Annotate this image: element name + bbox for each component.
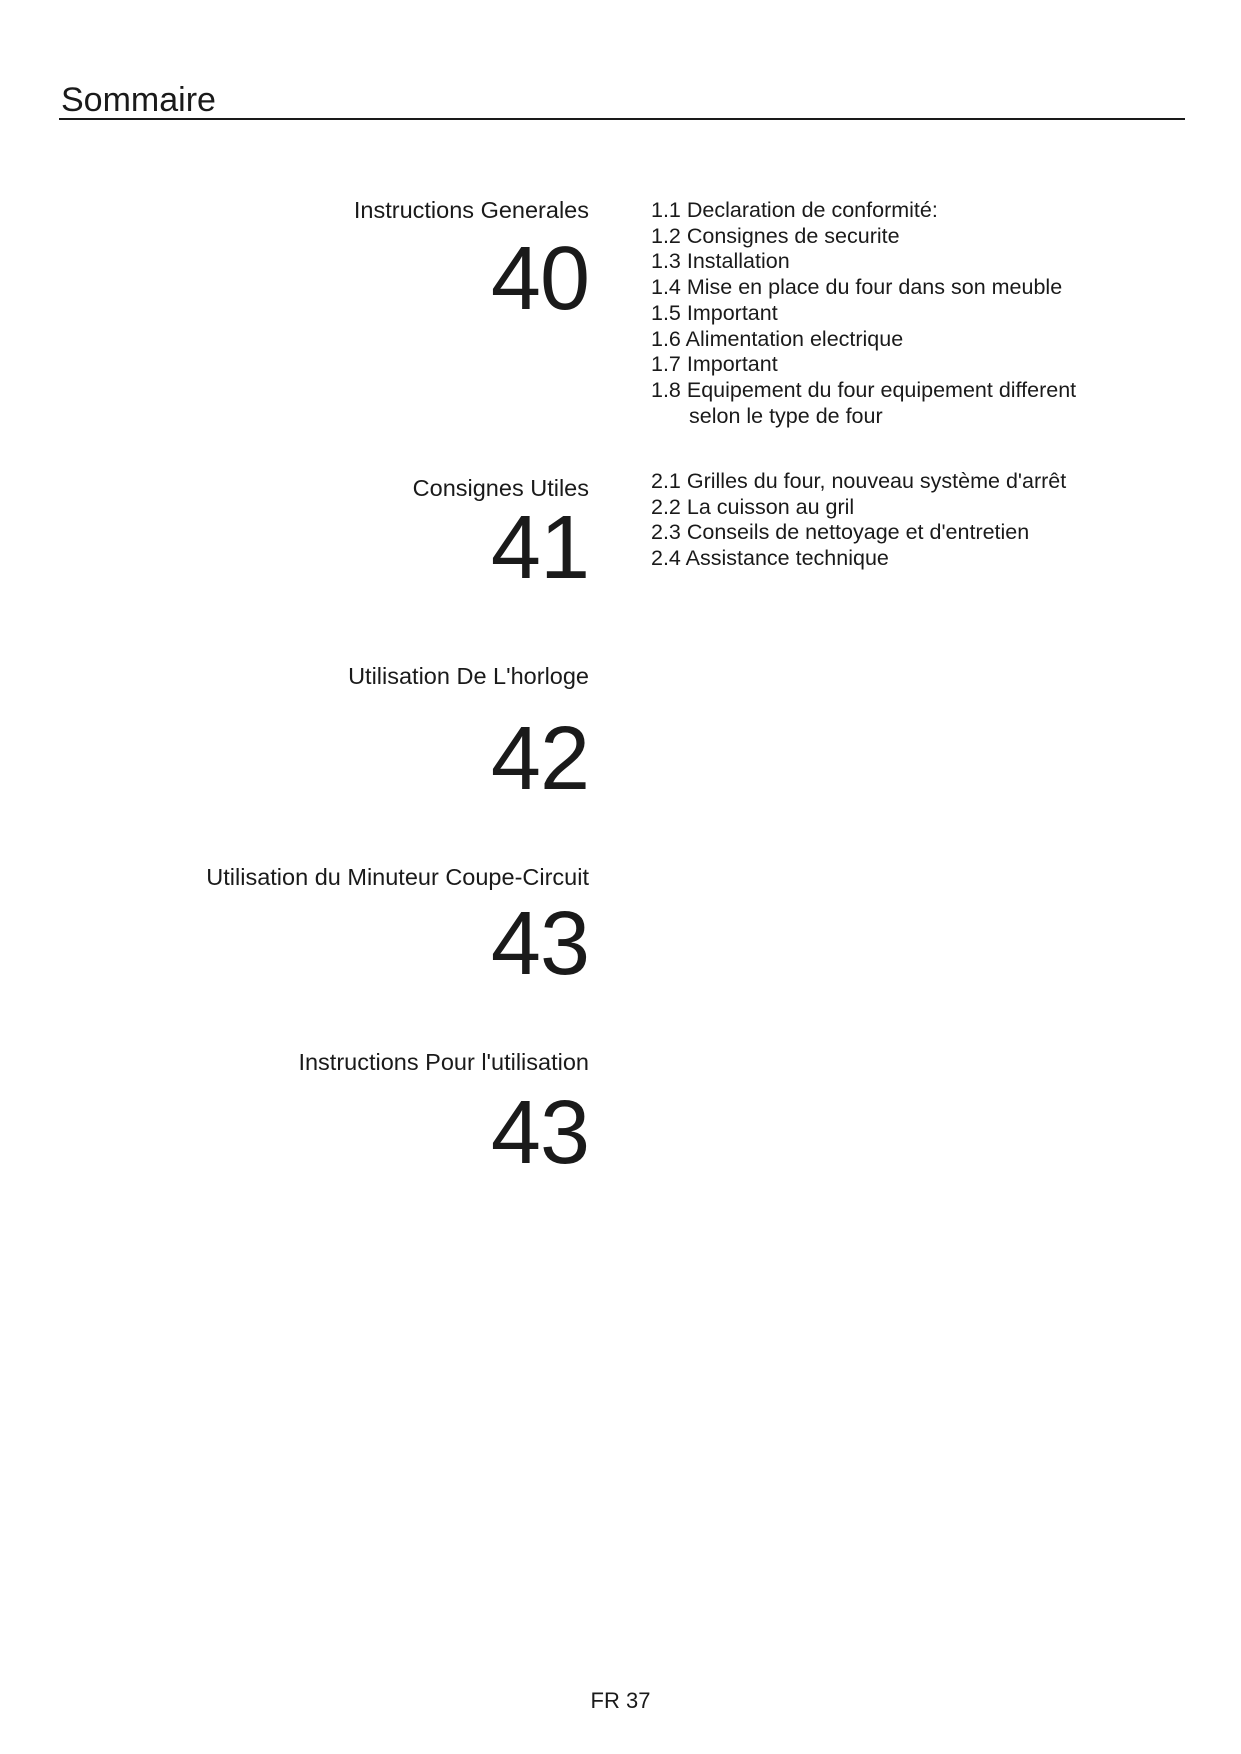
- page-title: Sommaire: [61, 81, 216, 119]
- subsection-list: [651, 198, 1076, 429]
- subsection-item: [651, 378, 1076, 429]
- subsection-item: 1.6 Alimentation electrique: [651, 326, 904, 351]
- section-title: Utilisation du Minuteur Coupe-Circuit: [206, 864, 589, 890]
- subsection-item: 1.1 Declaration de conformité:: [651, 198, 938, 222]
- subsection-list: [651, 469, 1066, 572]
- subsection-item: 2.3 Conseils de nettoyage et d'entretien: [651, 520, 1030, 545]
- subsection-item: 1.3 Installation: [651, 249, 790, 274]
- subsection-item: 2.1 Grilles du four, nouveau système d'arrêt: [651, 469, 1067, 493]
- section-page-number: 40: [490, 229, 589, 329]
- subsection-item-continuation: selon le type de four: [689, 403, 883, 428]
- section-title: Instructions Generales: [353, 197, 589, 223]
- section-page-number: 41: [490, 498, 589, 598]
- section-title: Utilisation De L'horloge: [348, 663, 589, 689]
- subsection-item: 1.4 Mise en place du four dans son meuble: [651, 275, 1063, 300]
- page-header: [59, 80, 1185, 120]
- section-page-number: 42: [490, 709, 589, 809]
- page-footer-number: FR 37: [590, 1688, 651, 1713]
- subsection-item: 1.2 Consignes de securite: [651, 223, 900, 248]
- section-title: Consignes Utiles: [412, 475, 589, 501]
- subsection-item: 1.5 Important: [651, 300, 778, 325]
- section-page-number: 43: [490, 894, 589, 994]
- subsection-item: 2.2 La cuisson au gril: [651, 494, 855, 519]
- subsection-item-text: 1.8 Equipement du four equipement different: [651, 377, 1077, 402]
- subsection-item: 2.4 Assistance technique: [651, 546, 889, 571]
- section-page-number: 43: [490, 1083, 589, 1183]
- section-title: Instructions Pour l'utilisation: [298, 1049, 589, 1075]
- subsection-item: 1.7 Important: [651, 352, 778, 377]
